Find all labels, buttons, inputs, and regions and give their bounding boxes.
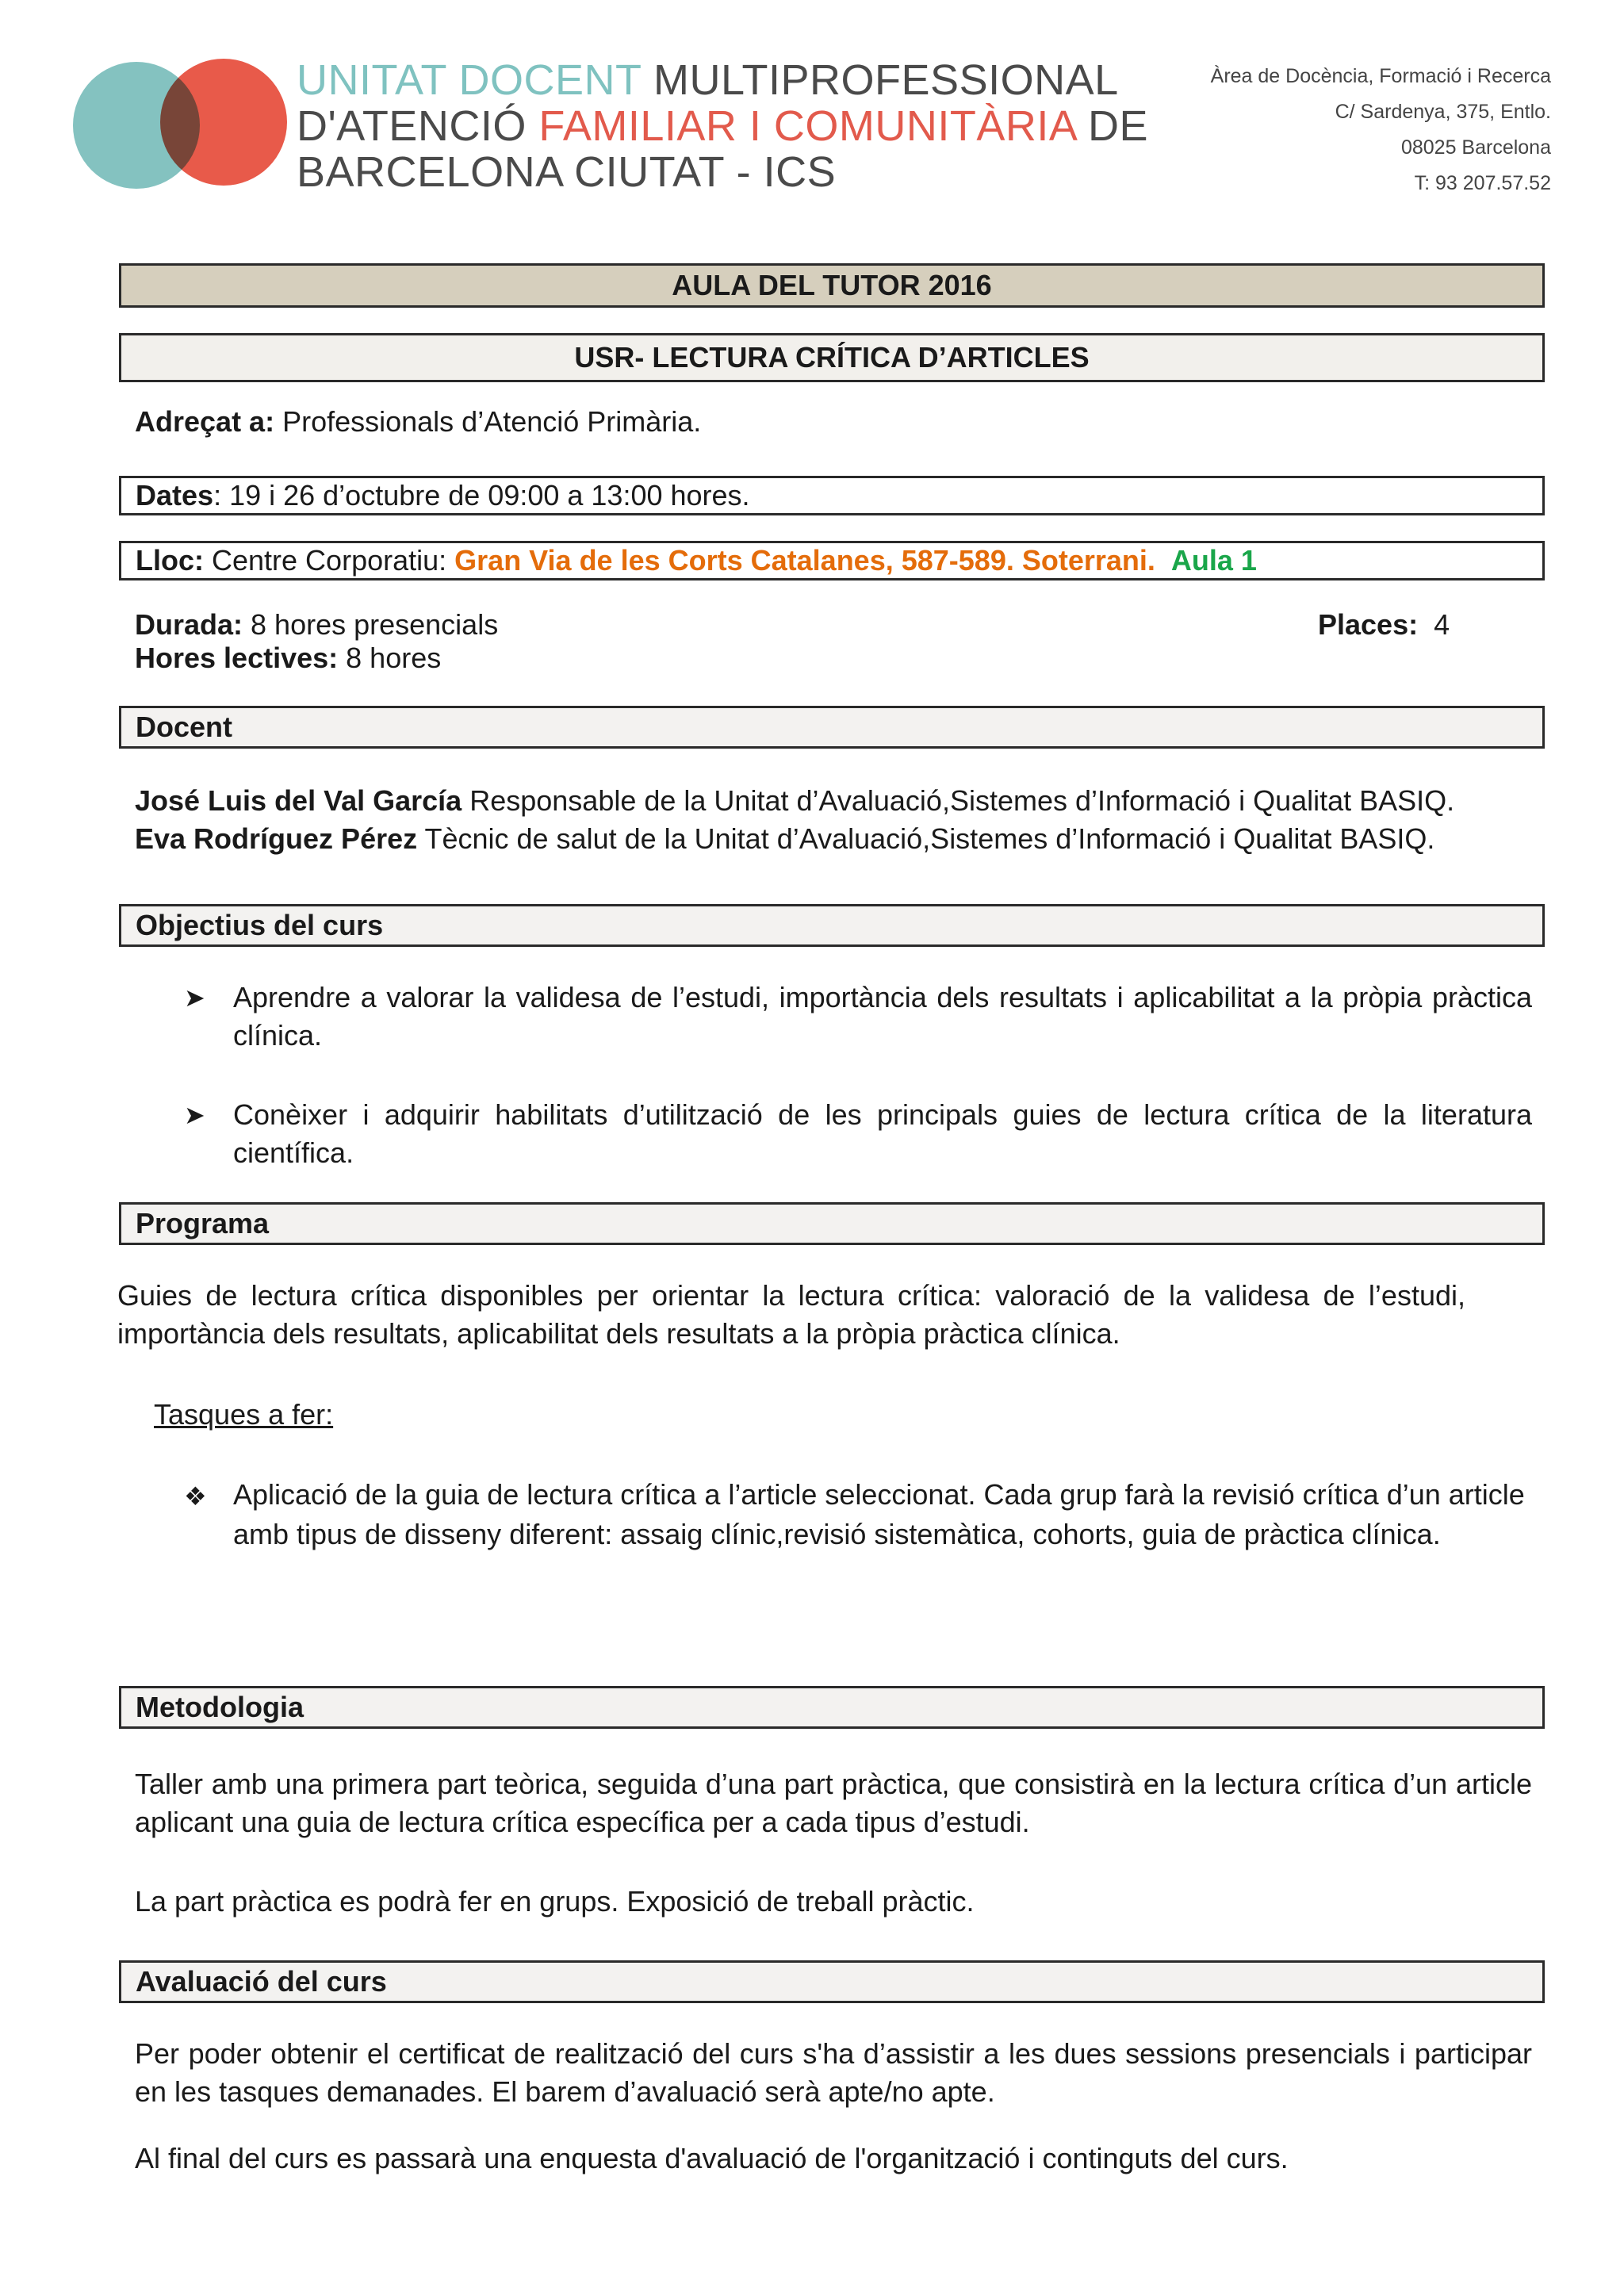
lloc-value: Centre Corporatiu: — [204, 544, 455, 577]
logo-line1-b: MULTIPROFESSIONAL — [653, 56, 1119, 104]
objectiu-text: Conèixer i adquirir habilitats d’utilització de les principals guies de lectura crítica de la literatura científica. — [233, 1098, 1532, 1169]
docent1-role: Responsable de la Unitat d’Avaluació,Sistemes d’Informació i Qualitat BASIQ. — [462, 784, 1455, 817]
logo-line2-a: D'ATENCIÓ — [297, 102, 527, 150]
list-item — [184, 1475, 1532, 1554]
metodologia-p1: Taller amb una primera part teòrica, seguida d’una part pràctica, que consistirà en la lectura crítica d’un article aplicant una guia de lectura crítica específica per a cada tipus d’estudi. — [135, 1768, 1532, 1838]
avaluacio-p2: Al final del curs es passarà una enquesta d'avaluació de l'organització i continguts del curs. — [135, 2142, 1289, 2174]
logo-line3: BARCELONA CIUTAT - ICS — [297, 148, 837, 196]
adrecat-line — [135, 403, 701, 441]
durada-value: 8 hores presencials — [243, 608, 499, 641]
docent-2 — [135, 820, 1546, 858]
address-line: Àrea de Docència, Formació i Recerca — [1210, 65, 1551, 87]
programa-text: Guies de lectura crítica disponibles per orientar la lectura crítica: valoració de la validesa de l’estudi, importància dels resultats, aplicabilitat dels resultats a la pròpia pràctica clínica. — [117, 1279, 1465, 1350]
address-line: T: 93 207.57.52 — [1414, 172, 1551, 194]
dates-box — [119, 476, 1545, 515]
dates-value: : 19 i 26 d’octubre de 09:00 a 13:00 hores. — [213, 479, 750, 511]
docent2-role: Tècnic de salut de la Unitat d’Avaluació,Sistemes d’Informació i Qualitat BASIQ. — [417, 822, 1435, 855]
durada-label: Durada: — [135, 608, 243, 641]
address-block — [1211, 59, 1551, 201]
hores-label: Hores lectives: — [135, 642, 339, 674]
logo-text — [297, 57, 1148, 195]
durada-line — [135, 606, 498, 644]
arrow-bullet-icon: ➤ — [184, 983, 205, 1012]
page-title: AULA DEL TUTOR 2016 — [119, 263, 1545, 308]
hores-line — [135, 639, 441, 677]
metodologia-heading: Metodologia — [119, 1686, 1545, 1729]
logo — [73, 56, 1159, 198]
address-line: C/ Sardenya, 375, Entlo. — [1335, 101, 1551, 123]
adrecat-value: Professionals d’Atenció Primària. — [274, 405, 702, 438]
address-line: 08025 Barcelona — [1400, 136, 1551, 159]
lloc-address: Gran Via de les Corts Catalanes, 587-589. Soterrani. — [454, 544, 1155, 577]
tasques-label: Tasques a fer: — [154, 1398, 334, 1431]
places-label: Places: — [1318, 608, 1419, 641]
metodologia-p2: La part pràctica es podrà fer en grups. Exposició de treball pràctic. — [135, 1885, 975, 1918]
lloc-room: Aula 1 — [1170, 544, 1257, 577]
hores-value: 8 hores — [338, 642, 442, 674]
diamond-bullet-icon: ❖ — [184, 1482, 207, 1511]
avaluacio-heading: Avaluació del curs — [119, 1960, 1545, 2003]
avaluacio-p1: Per poder obtenir el certificat de realització del curs s'ha d’assistir a les dues sessions presencials i participar en les tasques demanades. El barem d’avaluació serà apte/no apte. — [135, 2037, 1532, 2108]
logo-line2-c: DE — [1087, 102, 1148, 150]
list-item — [184, 979, 1532, 1055]
docent2-name: Eva Rodríguez Pérez — [135, 822, 418, 855]
lloc-box — [119, 541, 1545, 580]
docent-1 — [135, 782, 1546, 820]
docent-heading: Docent — [119, 706, 1545, 749]
list-item — [184, 1096, 1532, 1172]
dates-label: Dates — [136, 479, 214, 511]
programa-heading: Programa — [119, 1202, 1545, 1245]
logo-line2-b: FAMILIAR I COMUNITÀRIA — [538, 102, 1076, 150]
page-subtitle: USR- LECTURA CRÍTICA D’ARTICLES — [119, 333, 1545, 382]
logo-circle-red — [160, 59, 287, 186]
tasca-text: Aplicació de la guia de lectura crítica a l’article seleccionat. Cada grup farà la revisió crítica d’un article amb tipus de disseny diferent: assaig clínic,revisió sistemàtica, cohorts, guia de pràctica clínica. — [233, 1478, 1525, 1550]
places-line — [1318, 606, 1450, 644]
lloc-label: Lloc: — [136, 544, 204, 577]
objectiu-text: Aprendre a valorar la validesa de l’estudi, importància dels resultats i aplicabilitat a la pròpia pràctica clínica. — [233, 981, 1532, 1052]
adrecat-label: Adreçat a: — [135, 405, 275, 438]
docent1-name: José Luis del Val García — [135, 784, 462, 817]
logo-line1-a: UNITAT DOCENT — [297, 56, 642, 104]
arrow-bullet-icon: ➤ — [184, 1101, 205, 1129]
places-value: 4 — [1434, 608, 1450, 641]
objectius-heading: Objectius del curs — [119, 904, 1545, 947]
